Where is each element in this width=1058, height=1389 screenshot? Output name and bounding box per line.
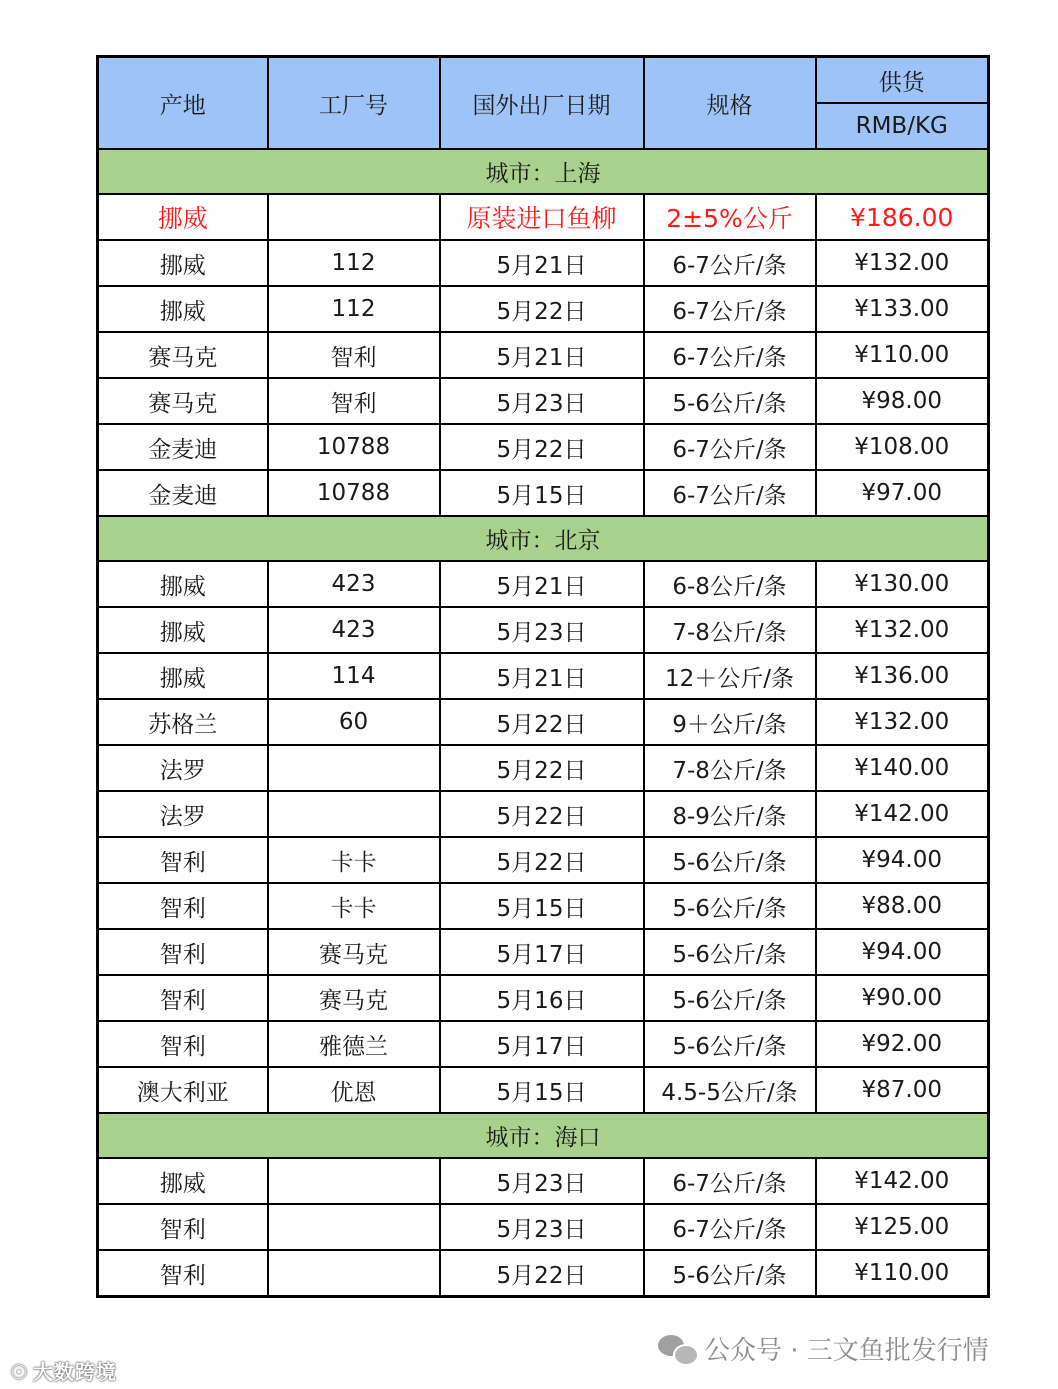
cell-factory: 卡卡 [268,837,440,883]
table-header [98,57,989,150]
cell-origin: 赛马克 [98,378,268,424]
cell-factory: 雅德兰 [268,1021,440,1067]
cell-spec: 5-6公斤/条 [644,1021,816,1067]
table-row [98,837,989,883]
watermark-left-text: 大数跨境 [32,1360,117,1384]
cell-spec: 12＋公斤/条 [644,653,816,699]
cell-factory: 423 [268,561,440,607]
table-row [98,332,989,378]
table-row [98,1204,989,1250]
cell-spec: 2±5%公斤 [644,194,816,240]
cell-spec: 6-7公斤/条 [644,424,816,470]
watermark-right-text: 公众号 · 三文鱼批发行情 [704,1336,989,1366]
cell-date: 5月15日 [440,470,644,516]
cell-spec: 8-9公斤/条 [644,791,816,837]
cell-spec: 7-8公斤/条 [644,745,816,791]
cell-spec: 5-6公斤/条 [644,929,816,975]
cell-date: 5月22日 [440,286,644,332]
header-supply: 供货 [816,57,989,104]
cell-price: ¥97.00 [816,470,989,516]
cell-origin: 挪威 [98,1158,268,1204]
cell-origin: 法罗 [98,791,268,837]
cell-factory: 智利 [268,378,440,424]
table-row [98,1250,989,1297]
table-row [98,791,989,837]
table-row [98,194,989,240]
cell-factory: 112 [268,286,440,332]
table-row [98,1021,989,1067]
table-row [98,883,989,929]
header-unit: RMB/KG [816,103,989,149]
cell-price: ¥110.00 [816,332,989,378]
header-spec: 规格 [644,57,816,150]
cell-factory: 赛马克 [268,929,440,975]
cell-date: 5月23日 [440,607,644,653]
cell-spec: 7-8公斤/条 [644,607,816,653]
table-row [98,607,989,653]
cell-price: ¥140.00 [816,745,989,791]
cell-spec: 6-7公斤/条 [644,240,816,286]
cell-price: ¥132.00 [816,607,989,653]
cell-date: 5月22日 [440,837,644,883]
cell-price: ¥136.00 [816,653,989,699]
cell-date: 5月21日 [440,332,644,378]
cell-price: ¥125.00 [816,1204,989,1250]
cell-spec: 6-7公斤/条 [644,332,816,378]
cell-origin: 智利 [98,929,268,975]
table-row [98,653,989,699]
cell-date: 原装进口鱼柳 [440,194,644,240]
cell-price: ¥110.00 [816,1250,989,1297]
cell-factory: 114 [268,653,440,699]
table-row [98,975,989,1021]
table-row [98,240,989,286]
table-row [98,470,989,516]
cell-factory [268,1204,440,1250]
cell-date: 5月22日 [440,1250,644,1297]
cell-origin: 智利 [98,883,268,929]
cell-price: ¥90.00 [816,975,989,1021]
cell-origin: 智利 [98,837,268,883]
header-origin: 产地 [98,57,268,150]
cell-origin: 智利 [98,975,268,1021]
cell-price: ¥98.00 [816,378,989,424]
cell-price: ¥132.00 [816,240,989,286]
cell-origin: 挪威 [98,286,268,332]
cell-date: 5月22日 [440,699,644,745]
cell-origin: 金麦迪 [98,424,268,470]
cell-date: 5月17日 [440,929,644,975]
cell-factory [268,1158,440,1204]
cell-origin: 挪威 [98,653,268,699]
cell-spec: 5-6公斤/条 [644,837,816,883]
cell-origin: 智利 [98,1021,268,1067]
cell-factory: 423 [268,607,440,653]
cell-price: ¥94.00 [816,837,989,883]
watermark-left [10,1356,117,1385]
cell-date: 5月15日 [440,1067,644,1113]
cell-date: 5月21日 [440,653,644,699]
cell-price: ¥87.00 [816,1067,989,1113]
cell-factory [268,194,440,240]
cell-factory [268,1250,440,1297]
cell-factory [268,791,440,837]
cell-origin: 澳大利亚 [98,1067,268,1113]
cell-factory [268,745,440,791]
cell-spec: 5-6公斤/条 [644,883,816,929]
cell-date: 5月21日 [440,240,644,286]
cell-date: 5月23日 [440,1158,644,1204]
table-row [98,286,989,332]
cell-origin: 苏格兰 [98,699,268,745]
cell-factory: 60 [268,699,440,745]
cell-factory: 卡卡 [268,883,440,929]
cell-price: ¥130.00 [816,561,989,607]
cell-origin: 赛马克 [98,332,268,378]
cell-factory: 智利 [268,332,440,378]
cell-spec: 6-7公斤/条 [644,286,816,332]
cell-price: ¥88.00 [816,883,989,929]
table-body [98,149,989,1297]
cell-price: ¥133.00 [816,286,989,332]
cell-spec: 6-8公斤/条 [644,561,816,607]
cell-origin: 挪威 [98,194,268,240]
cell-price: ¥92.00 [816,1021,989,1067]
cell-origin: 挪威 [98,607,268,653]
cell-price: ¥186.00 [816,194,989,240]
cell-spec: 4.5-5公斤/条 [644,1067,816,1113]
cell-spec: 6-7公斤/条 [644,470,816,516]
watermark-right [658,1330,989,1367]
cell-spec: 5-6公斤/条 [644,1250,816,1297]
cell-date: 5月23日 [440,378,644,424]
city-label: 城市：上海 [98,149,989,194]
table-row [98,378,989,424]
logo-icon: ☉ [10,1360,29,1384]
cell-price: ¥94.00 [816,929,989,975]
cell-origin: 法罗 [98,745,268,791]
cell-factory: 优恩 [268,1067,440,1113]
cell-spec: 9＋公斤/条 [644,699,816,745]
header-factory: 工厂号 [268,57,440,150]
city-row [98,516,989,561]
cell-origin: 挪威 [98,561,268,607]
cell-factory: 10788 [268,424,440,470]
table-row [98,929,989,975]
table-row [98,424,989,470]
city-label: 城市：北京 [98,516,989,561]
cell-factory: 112 [268,240,440,286]
cell-date: 5月21日 [440,561,644,607]
cell-price: ¥142.00 [816,1158,989,1204]
cell-date: 5月17日 [440,1021,644,1067]
cell-spec: 6-7公斤/条 [644,1158,816,1204]
table-row [98,699,989,745]
city-row [98,149,989,194]
table-row [98,745,989,791]
cell-factory: 赛马克 [268,975,440,1021]
cell-origin: 智利 [98,1250,268,1297]
table-row [98,1067,989,1113]
cell-date: 5月23日 [440,1204,644,1250]
cell-origin: 挪威 [98,240,268,286]
cell-spec: 6-7公斤/条 [644,1204,816,1250]
cell-price: ¥132.00 [816,699,989,745]
cell-origin: 金麦迪 [98,470,268,516]
salmon-price-table [96,55,990,1298]
cell-origin: 智利 [98,1204,268,1250]
cell-factory: 10788 [268,470,440,516]
cell-date: 5月22日 [440,745,644,791]
table-row [98,1158,989,1204]
cell-date: 5月22日 [440,424,644,470]
cell-spec: 5-6公斤/条 [644,975,816,1021]
cell-date: 5月22日 [440,791,644,837]
cell-spec: 5-6公斤/条 [644,378,816,424]
header-date: 国外出厂日期 [440,57,644,150]
cell-date: 5月16日 [440,975,644,1021]
city-row [98,1113,989,1158]
city-label: 城市：海口 [98,1113,989,1158]
cell-date: 5月15日 [440,883,644,929]
cell-price: ¥142.00 [816,791,989,837]
cell-price: ¥108.00 [816,424,989,470]
wechat-icon [658,1333,696,1365]
table-row [98,561,989,607]
